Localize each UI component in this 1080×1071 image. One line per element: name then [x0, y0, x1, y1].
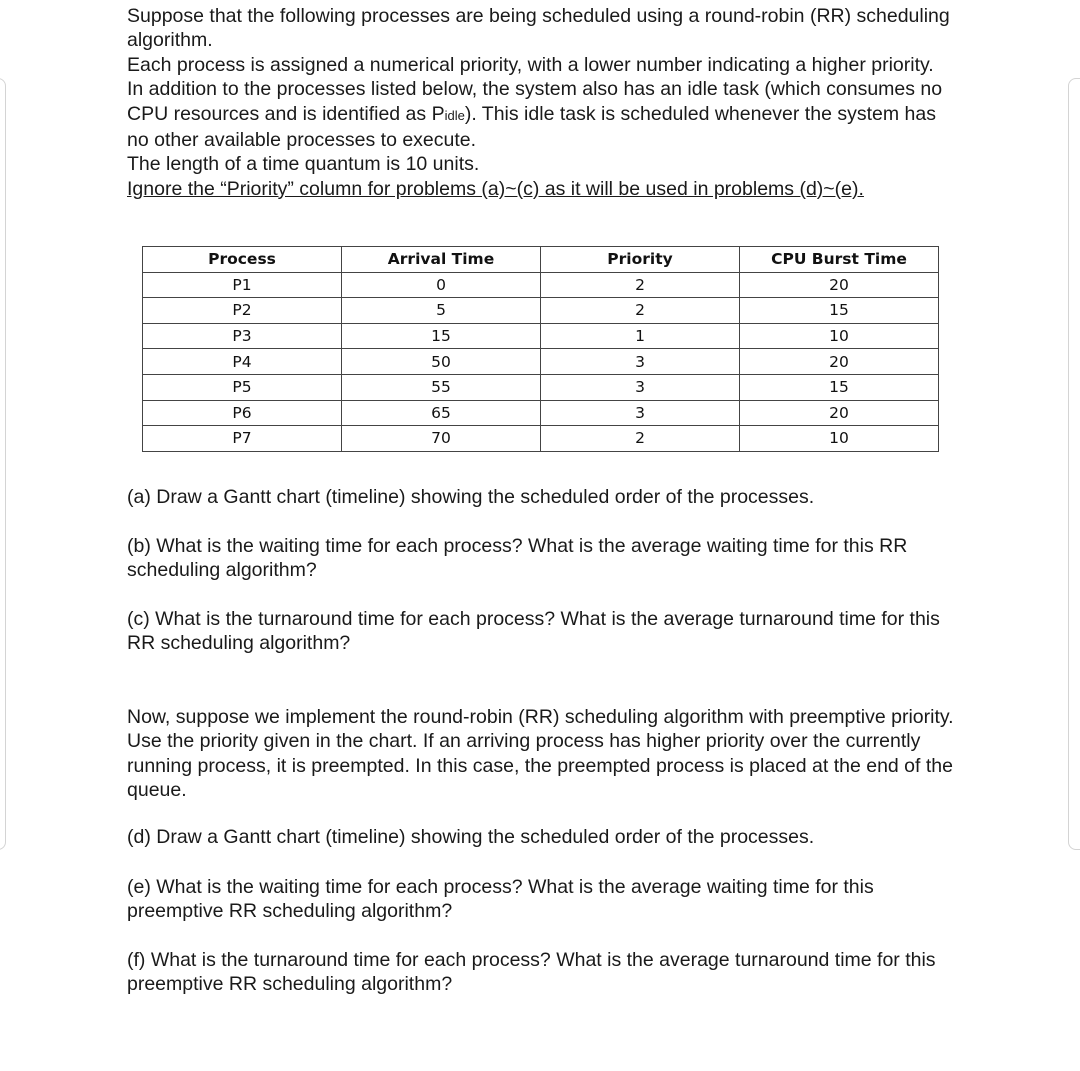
- cell-arrival: 55: [342, 374, 541, 400]
- cell-arrival: 0: [342, 272, 541, 298]
- cell-priority: 1: [541, 323, 740, 349]
- cell-process: P7: [143, 426, 342, 452]
- cell-burst: 20: [740, 272, 939, 298]
- problem-intro: [127, 4, 957, 201]
- col-header-priority: Priority: [541, 247, 740, 273]
- cell-process: P2: [143, 298, 342, 324]
- col-header-process: Process: [143, 247, 342, 273]
- cell-priority: 3: [541, 374, 740, 400]
- table-row: [143, 298, 939, 324]
- cell-process: P3: [143, 323, 342, 349]
- cell-burst: 15: [740, 374, 939, 400]
- table-header-row: [143, 247, 939, 273]
- cell-priority: 2: [541, 426, 740, 452]
- col-header-arrival: Arrival Time: [342, 247, 541, 273]
- cell-arrival: 5: [342, 298, 541, 324]
- question-f-block: [127, 948, 967, 997]
- question-b: (b) What is the waiting time for each process? What is the average waiting time for this RR scheduling algorithm?: [127, 535, 908, 582]
- intro-quantum: The length of a time quantum is 10 units.: [127, 153, 480, 176]
- question-c: (c) What is the turnaround time for each process? What is the average turnaround time for this RR scheduling algorithm?: [127, 608, 940, 655]
- question-c-block: [127, 607, 967, 656]
- cell-burst: 10: [740, 323, 939, 349]
- cell-arrival: 65: [342, 400, 541, 426]
- cell-priority: 2: [541, 298, 740, 324]
- intro-priority-note: Each process is assigned a numerical priority, with a lower number indicating a higher priority.: [127, 53, 934, 76]
- intro-idle-task: In addition to the processes listed below, the system also has an idle task (which consumes no CPU resources and is identified as Pidle). This idle task is scheduled whenever the system has no other available processes to execute.: [127, 78, 943, 152]
- question-f: (f) What is the turnaround time for each process? What is the average turnaround time for this preemptive RR scheduling algorithm?: [127, 949, 936, 996]
- question-d: (d) Draw a Gantt chart (timeline) showing the scheduled order of the processes.: [127, 826, 815, 848]
- table-row: [143, 426, 939, 452]
- intro-ignore-priority: Ignore the “Priority” column for problems (a)~(c) as it will be used in problems (d)~(e).: [127, 177, 864, 200]
- question-d-block: [127, 825, 967, 849]
- preemptive-intro-block: [127, 705, 967, 803]
- table-row: [143, 349, 939, 375]
- cell-burst: 20: [740, 349, 939, 375]
- col-header-burst: CPU Burst Time: [740, 247, 939, 273]
- cell-burst: 10: [740, 426, 939, 452]
- process-table: [142, 246, 939, 452]
- question-b-block: [127, 534, 967, 583]
- idle-subscript: idle: [444, 107, 465, 123]
- question-e: (e) What is the waiting time for each process? What is the average waiting time for this preemptive RR scheduling algorithm?: [127, 876, 874, 923]
- cell-process: P6: [143, 400, 342, 426]
- cell-priority: 3: [541, 349, 740, 375]
- right-edge-bracket: [1068, 78, 1080, 850]
- question-a: (a) Draw a Gantt chart (timeline) showing the scheduled order of the processes.: [127, 486, 815, 508]
- cell-priority: 2: [541, 272, 740, 298]
- table-row: [143, 374, 939, 400]
- cell-burst: 15: [740, 298, 939, 324]
- cell-process: P1: [143, 272, 342, 298]
- table-row: [143, 272, 939, 298]
- preemptive-intro: Now, suppose we implement the round-robin (RR) scheduling algorithm with preemptive priority. Use the priority given in the chart. If an arriving process has higher priority over the currently running process, it is preempted. In this case, the preempted process is placed at the end of the queue.: [127, 706, 954, 802]
- question-a-block: [127, 485, 967, 509]
- table-row: [143, 400, 939, 426]
- left-edge-bracket: [0, 78, 6, 850]
- table-row: [143, 323, 939, 349]
- cell-burst: 20: [740, 400, 939, 426]
- intro-rr-setup: Suppose that the following processes are being scheduled using a round-robin (RR) scheduling algorithm.: [127, 5, 950, 52]
- cell-arrival: 15: [342, 323, 541, 349]
- cell-arrival: 50: [342, 349, 541, 375]
- cell-process: P4: [143, 349, 342, 375]
- cell-process: P5: [143, 374, 342, 400]
- cell-arrival: 70: [342, 426, 541, 452]
- question-e-block: [127, 875, 967, 924]
- cell-priority: 3: [541, 400, 740, 426]
